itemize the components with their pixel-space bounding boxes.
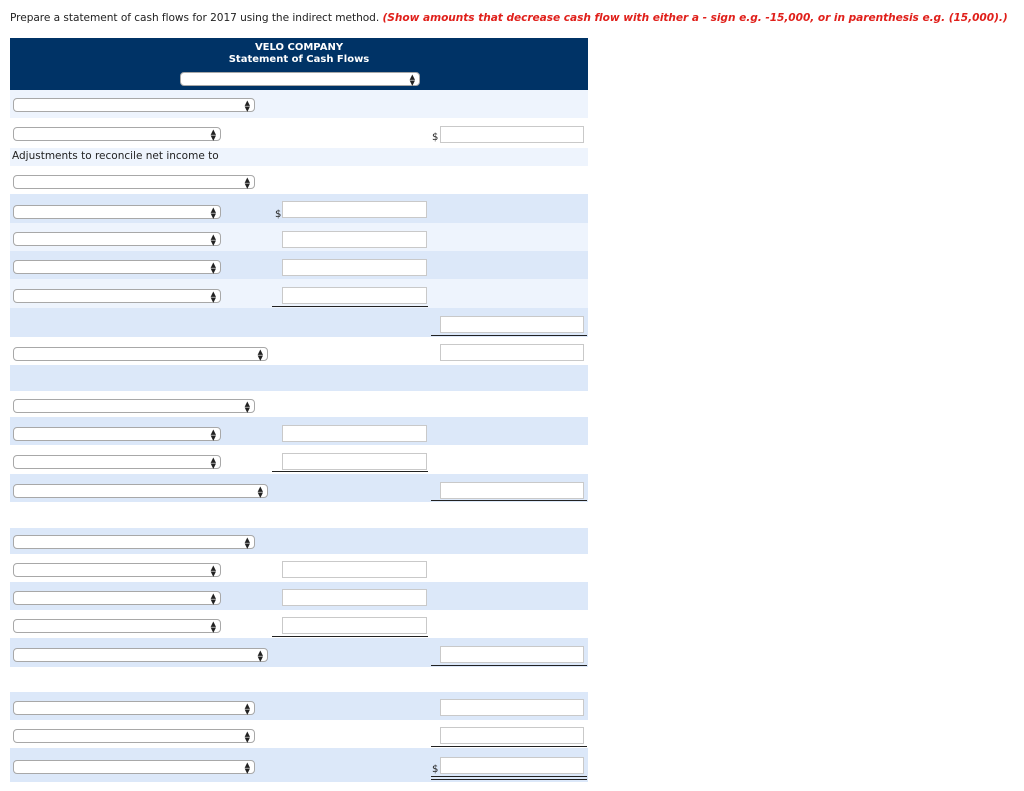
line-item-select[interactable] <box>13 205 221 219</box>
select-arrows-icon: ▲ ▼ <box>244 536 250 550</box>
select-arrows-icon: ▲ ▼ <box>210 290 216 304</box>
statement-row <box>10 445 588 474</box>
section-total-select[interactable] <box>13 648 268 662</box>
select-arrows-icon: ▲ ▼ <box>210 261 216 275</box>
double-underline <box>431 776 587 780</box>
amount-input[interactable] <box>282 589 427 606</box>
summary-select[interactable] <box>13 729 255 743</box>
total-amount-input[interactable] <box>440 482 584 499</box>
ending-cash-input[interactable] <box>440 757 584 774</box>
statement-header <box>10 38 588 90</box>
statement-row <box>10 554 588 582</box>
statement-row <box>10 474 588 502</box>
select-arrows-icon: ▲ ▼ <box>244 400 250 414</box>
section-total-select[interactable] <box>13 347 268 361</box>
amount-input[interactable] <box>282 259 427 276</box>
select-arrows-icon: ▲ ▼ <box>244 761 250 775</box>
subtotal-underline <box>272 471 428 472</box>
statement-row <box>10 638 588 667</box>
line-item-select[interactable] <box>13 619 221 633</box>
statement-row <box>10 223 588 251</box>
statement-title: Statement of Cash Flows <box>228 54 370 65</box>
line-item-select[interactable] <box>13 427 221 441</box>
select-arrows-icon: ▲ ▼ <box>210 206 216 220</box>
total-amount-input[interactable] <box>440 699 584 716</box>
currency-symbol: $ <box>275 209 282 220</box>
statement-row <box>10 692 588 720</box>
statement-row <box>10 148 588 166</box>
currency-symbol: $ <box>432 764 439 775</box>
amount-input[interactable] <box>282 425 427 442</box>
line-item-select[interactable] <box>13 455 221 469</box>
select-arrows-icon: ▲ ▼ <box>210 564 216 578</box>
total-underline <box>431 335 587 336</box>
amount-input[interactable] <box>282 201 427 218</box>
statement-row <box>10 365 588 391</box>
select-arrows-icon: ▲ ▼ <box>257 649 263 663</box>
statement-row <box>10 118 588 148</box>
statement-row <box>10 582 588 610</box>
select-arrows-icon: ▲ ▼ <box>409 73 415 87</box>
statement-row <box>10 391 588 417</box>
summary-select[interactable] <box>13 701 255 715</box>
total-amount-input[interactable] <box>440 126 584 143</box>
select-arrows-icon: ▲ ▼ <box>210 428 216 442</box>
statement-row <box>10 279 588 308</box>
subtotal-underline <box>272 306 428 307</box>
instructions <box>10 12 1020 24</box>
select-arrows-icon: ▲ ▼ <box>244 730 250 744</box>
statement-row <box>10 194 588 223</box>
total-underline <box>431 746 587 747</box>
statement-row <box>10 308 588 337</box>
amount-input[interactable] <box>282 617 427 634</box>
statement-row <box>10 166 588 194</box>
total-amount-input[interactable] <box>440 316 584 333</box>
statement-row <box>10 251 588 279</box>
line-item-select[interactable] <box>13 260 221 274</box>
instructions-text: Prepare a statement of cash flows for 2017 using the indirect method. <box>10 12 380 24</box>
statement-row <box>10 748 588 782</box>
currency-symbol: $ <box>432 132 439 143</box>
statement-row <box>10 502 588 528</box>
total-amount-input[interactable] <box>440 646 584 663</box>
line-item-select[interactable] <box>13 98 255 112</box>
company-name: VELO COMPANY <box>254 42 344 53</box>
statement-row <box>10 610 588 638</box>
total-amount-input[interactable] <box>440 727 584 744</box>
total-underline <box>431 500 587 501</box>
statement-row <box>10 667 588 692</box>
select-arrows-icon: ▲ ▼ <box>210 620 216 634</box>
line-item-select[interactable] <box>13 232 221 246</box>
statement-row <box>10 417 588 445</box>
line-item-select[interactable] <box>13 591 221 605</box>
line-item-select[interactable] <box>13 127 221 141</box>
amount-input[interactable] <box>282 453 427 470</box>
statement-row <box>10 720 588 748</box>
adjustments-label: Adjustments to reconcile net income to <box>12 150 219 162</box>
select-arrows-icon: ▲ ▼ <box>257 348 263 362</box>
total-amount-input[interactable] <box>440 344 584 361</box>
section-total-select[interactable] <box>13 484 268 498</box>
select-arrows-icon: ▲ ▼ <box>257 485 263 499</box>
select-arrows-icon: ▲ ▼ <box>210 233 216 247</box>
subtotal-underline <box>272 636 428 637</box>
summary-select[interactable] <box>13 760 255 774</box>
select-arrows-icon: ▲ ▼ <box>210 592 216 606</box>
period-select[interactable] <box>180 72 420 86</box>
line-item-select[interactable] <box>13 175 255 189</box>
line-item-select[interactable] <box>13 289 221 303</box>
instructions-note: (Show amounts that decrease cash flow with either a - sign e.g. -15,000, or in parenthesis e.g. (15,000).) <box>382 12 1008 24</box>
select-arrows-icon: ▲ ▼ <box>210 456 216 470</box>
amount-input[interactable] <box>282 561 427 578</box>
amount-input[interactable] <box>282 287 427 304</box>
amount-input[interactable] <box>282 231 427 248</box>
select-arrows-icon: ▲ ▼ <box>210 128 216 142</box>
statement-row <box>10 90 588 118</box>
section-heading-select[interactable] <box>13 535 255 549</box>
select-arrows-icon: ▲ ▼ <box>244 176 250 190</box>
line-item-select[interactable] <box>13 563 221 577</box>
select-arrows-icon: ▲ ▼ <box>244 702 250 716</box>
section-heading-select[interactable] <box>13 399 255 413</box>
statement-row <box>10 528 588 554</box>
select-arrows-icon: ▲ ▼ <box>244 99 250 113</box>
total-underline <box>431 665 587 666</box>
statement-row <box>10 337 588 365</box>
